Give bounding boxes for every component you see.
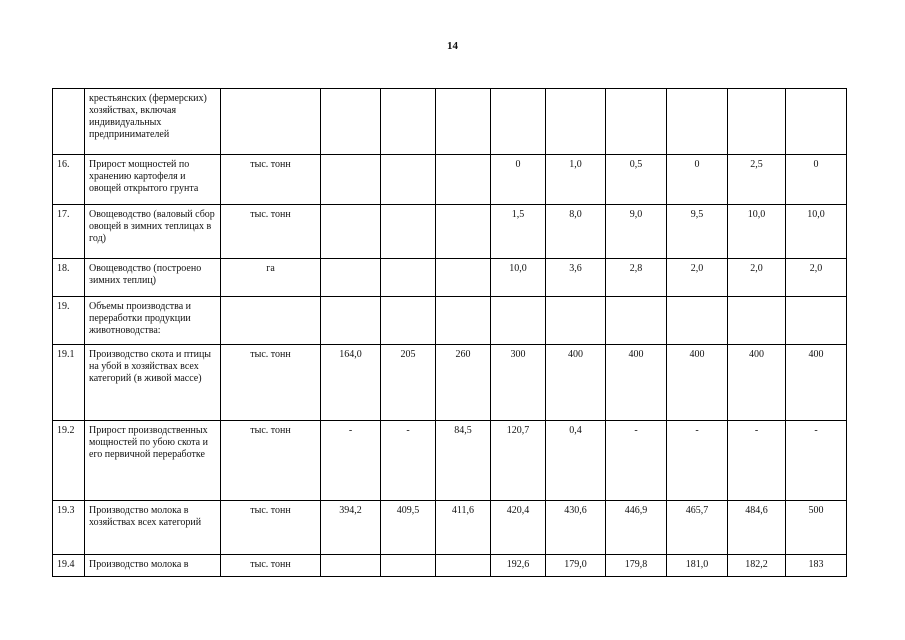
value-cell: 179,8 — [606, 555, 667, 577]
value-cell — [321, 259, 381, 297]
value-cell: 394,2 — [321, 501, 381, 555]
value-cell — [436, 155, 491, 205]
table-row — [53, 297, 847, 345]
value-cell — [381, 205, 436, 259]
value-cell — [728, 89, 786, 155]
unit-cell — [221, 297, 321, 345]
table-row — [53, 345, 847, 421]
value-cell: 0 — [786, 155, 847, 205]
value-cell: 400 — [606, 345, 667, 421]
value-cell: 260 — [436, 345, 491, 421]
value-cell: 164,0 — [321, 345, 381, 421]
indicators-table — [52, 88, 847, 577]
value-cell: - — [381, 421, 436, 501]
value-cell: 411,6 — [436, 501, 491, 555]
value-cell: 9,5 — [667, 205, 728, 259]
unit-cell — [221, 89, 321, 155]
value-cell — [436, 205, 491, 259]
table-row — [53, 501, 847, 555]
value-cell — [321, 89, 381, 155]
indicator-name-cell: Овощеводство (валовый сбор овощей в зимних теплицах в год) — [85, 205, 221, 259]
value-cell: 192,6 — [491, 555, 546, 577]
unit-cell: тыс. тонн — [221, 555, 321, 577]
value-cell: 400 — [546, 345, 606, 421]
value-cell: 0,4 — [546, 421, 606, 501]
unit-cell: тыс. тонн — [221, 501, 321, 555]
unit-cell: тыс. тонн — [221, 421, 321, 501]
indicator-name-cell: Производство молока в хозяйствах всех категорий — [85, 501, 221, 555]
value-cell: - — [786, 421, 847, 501]
value-cell: 400 — [728, 345, 786, 421]
value-cell: 2,0 — [667, 259, 728, 297]
value-cell — [667, 89, 728, 155]
table-row — [53, 421, 847, 501]
value-cell: 2,5 — [728, 155, 786, 205]
row-number-cell: 18. — [53, 259, 85, 297]
value-cell: 183 — [786, 555, 847, 577]
table-row — [53, 205, 847, 259]
table-row — [53, 155, 847, 205]
value-cell: 0 — [667, 155, 728, 205]
value-cell: 0,5 — [606, 155, 667, 205]
value-cell: - — [728, 421, 786, 501]
value-cell: 300 — [491, 345, 546, 421]
value-cell — [606, 297, 667, 345]
table-row — [53, 89, 847, 155]
value-cell: 484,6 — [728, 501, 786, 555]
table-row — [53, 555, 847, 577]
indicator-name-cell: Прирост производственных мощностей по убою скота и его первичной переработке — [85, 421, 221, 501]
value-cell: 400 — [667, 345, 728, 421]
value-cell: 181,0 — [667, 555, 728, 577]
value-cell — [491, 89, 546, 155]
unit-cell: тыс. тонн — [221, 205, 321, 259]
value-cell: 2,8 — [606, 259, 667, 297]
indicator-name-cell: Производство скота и птицы на убой в хозяйствах всех категорий (в живой массе) — [85, 345, 221, 421]
value-cell: 182,2 — [728, 555, 786, 577]
row-number-cell: 19.1 — [53, 345, 85, 421]
value-cell — [546, 89, 606, 155]
value-cell — [667, 297, 728, 345]
value-cell: 10,0 — [728, 205, 786, 259]
value-cell — [381, 155, 436, 205]
indicator-name-cell: Объемы производства и переработки продукции животноводства: — [85, 297, 221, 345]
value-cell: 10,0 — [786, 205, 847, 259]
table-row — [53, 259, 847, 297]
value-cell — [436, 297, 491, 345]
value-cell — [321, 297, 381, 345]
value-cell: 446,9 — [606, 501, 667, 555]
row-number-cell: 16. — [53, 155, 85, 205]
value-cell — [381, 555, 436, 577]
value-cell: - — [606, 421, 667, 501]
value-cell: 430,6 — [546, 501, 606, 555]
indicator-name-cell: Прирост мощностей по хранению картофеля и овощей открытого грунта — [85, 155, 221, 205]
value-cell — [436, 259, 491, 297]
value-cell: 84,5 — [436, 421, 491, 501]
indicator-name-cell: Производство молока в — [85, 555, 221, 577]
value-cell: 9,0 — [606, 205, 667, 259]
row-number-cell: 19. — [53, 297, 85, 345]
value-cell — [321, 155, 381, 205]
value-cell — [436, 555, 491, 577]
value-cell: 205 — [381, 345, 436, 421]
indicator-name-cell: крестьянских (фермерских) хозяйствах, включая индивидуальных предпринимателей — [85, 89, 221, 155]
value-cell: 3,6 — [546, 259, 606, 297]
value-cell: 179,0 — [546, 555, 606, 577]
row-number-cell: 17. — [53, 205, 85, 259]
value-cell: 0 — [491, 155, 546, 205]
value-cell — [381, 89, 436, 155]
row-number-cell — [53, 89, 85, 155]
value-cell — [321, 555, 381, 577]
value-cell — [381, 297, 436, 345]
row-number-cell: 19.3 — [53, 501, 85, 555]
value-cell — [786, 297, 847, 345]
value-cell — [606, 89, 667, 155]
value-cell — [321, 205, 381, 259]
value-cell — [491, 297, 546, 345]
value-cell: 420,4 — [491, 501, 546, 555]
row-number-cell: 19.4 — [53, 555, 85, 577]
unit-cell: га — [221, 259, 321, 297]
value-cell: 120,7 — [491, 421, 546, 501]
value-cell: 8,0 — [546, 205, 606, 259]
value-cell: - — [321, 421, 381, 501]
unit-cell: тыс. тонн — [221, 345, 321, 421]
value-cell: 10,0 — [491, 259, 546, 297]
value-cell: 409,5 — [381, 501, 436, 555]
value-cell: 2,0 — [786, 259, 847, 297]
value-cell: 500 — [786, 501, 847, 555]
value-cell: 400 — [786, 345, 847, 421]
value-cell — [786, 89, 847, 155]
value-cell — [381, 259, 436, 297]
value-cell — [546, 297, 606, 345]
unit-cell: тыс. тонн — [221, 155, 321, 205]
value-cell: 1,5 — [491, 205, 546, 259]
value-cell: 465,7 — [667, 501, 728, 555]
row-number-cell: 19.2 — [53, 421, 85, 501]
value-cell — [728, 297, 786, 345]
value-cell — [436, 89, 491, 155]
page-number: 14 — [447, 40, 458, 52]
value-cell: - — [667, 421, 728, 501]
value-cell: 2,0 — [728, 259, 786, 297]
indicator-name-cell: Овощеводство (построено зимних теплиц) — [85, 259, 221, 297]
value-cell: 1,0 — [546, 155, 606, 205]
